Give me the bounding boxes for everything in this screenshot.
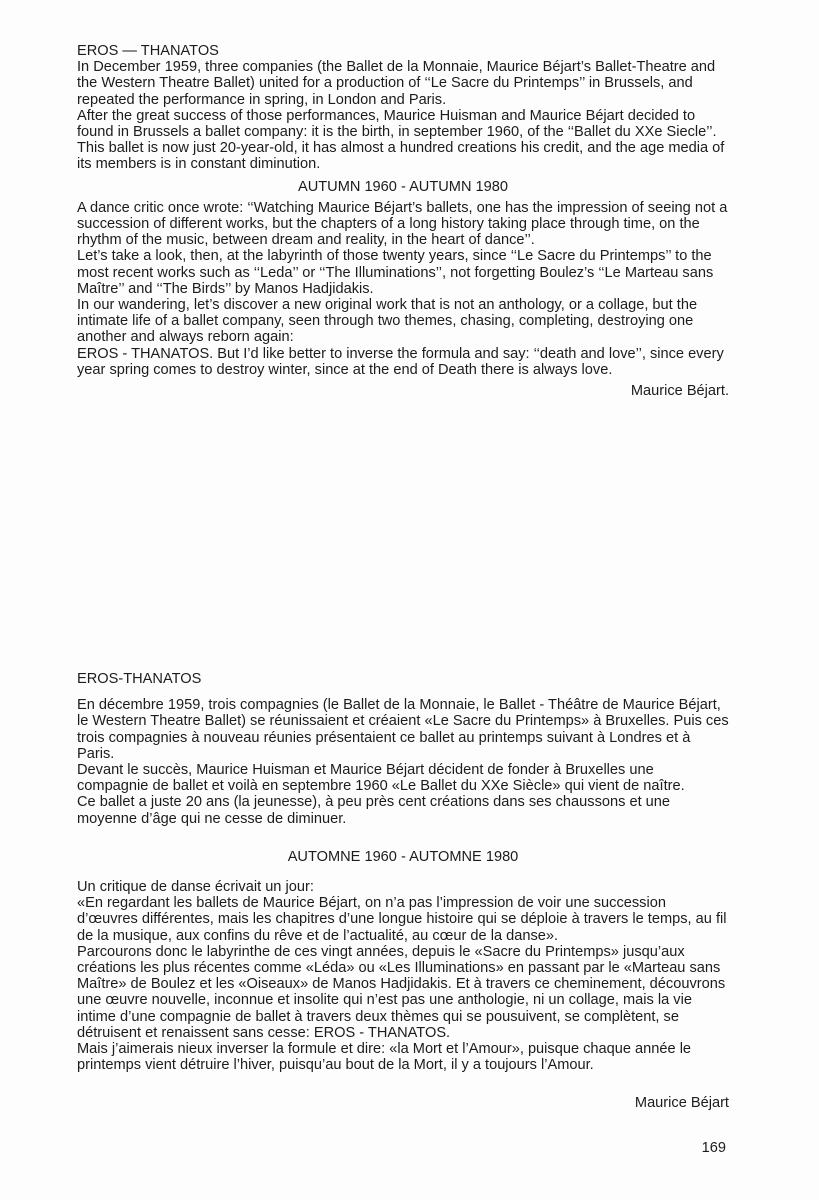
english-intro-paragraph: This ballet is now just 20-year-old, it has almost a hundred creations his credit, and the age media of its members is in constant diminution.	[77, 140, 725, 173]
english-body-paragraph: A dance critic once wrote: ‘‘Watching Maurice Béjart’s ballets, one has the impression of seeing not a succession of different works, but the chapters of a long history taking place through time, on the rhythm of the music, between dream and reality, in the heart of dance’’.	[77, 199, 728, 249]
french-intro-paragraph: Devant le succès, Maurice Huisman et Maurice Béjart décident de fonder à Bruxelles une compagnie de ballet et voilà en septembre 1960 «Le Ballet du XXe Siècle» qui vient de naître.	[77, 762, 685, 795]
english-intro-paragraph: In December 1959, three companies (the Ballet de la Monnaie, Maurice Béjart’s Ballet-Theatre and the Western Theatre Ballet) united for a production of ‘‘Le Sacre du Printemps’’ in Brussels, and repeated the performance in spring, in London and Paris.	[77, 59, 716, 108]
french-body-paragraph: Parcourons donc le labyrinthe de ces vingt années, depuis le «Sacre du Printemps» jusqu’aux créations les plus récentes comme «Léda» ou «Les Illuminations» en passant par le «Marteau sans Maître» de Boulez et les «Oiseaux» de Manos Hadjidakis. Et à travers ce cheminement, découvrons une œuvre nouvelle, inconnue et insolite qui n’est pas une anthologie, ni un collage, mais la vie intime d’une compagnie de ballet à travers deux thèmes qui se pousuivent, se complètent, se détruisent et renaissent sans cesse: EROS - THANATOS.	[77, 943, 726, 1041]
english-title: EROS — THANATOS	[77, 43, 219, 59]
french-title: EROS-THANATOS	[77, 671, 202, 687]
french-signature: Maurice Béjart	[634, 1095, 729, 1112]
page-number: 169	[701, 1140, 726, 1156]
french-body-paragraph: Mais j’aimerais nieux inverser la formule et dire: «la Mort et l’Amour», puisque chaque année le printemps vient détruire l’hiver, puisqu’au bout de la Mort, il y a toujours l’Amour.	[77, 1041, 692, 1074]
english-body-paragraph: In our wandering, let’s discover a new original work that is not an anthology, or a collage, but the intimate life of a ballet company, seen through two themes, chasing, completing, destroying one another and always reborn again:	[77, 297, 698, 346]
french-intro-paragraph: Ce ballet a juste 20 ans (la jeunesse), à peu près cent créations dans ses chaussons et une moyenne d’âge qui ne cesse de diminuer.	[77, 794, 671, 827]
english-body-paragraph: EROS - THANATOS. But I’d like better to inverse the formula and say: ‘‘death and love’’, since every year spring comes to destroy winter, since at the end of Death there is always love.	[77, 345, 724, 378]
french-intro-paragraph: En décembre 1959, trois compagnies (le Ballet de la Monnaie, le Ballet - Théâtre de Maurice Béjart, le Western Theatre Ballet) se réunissaient et créaient «Le Sacre du Printemps» à Bruxelles. Puis ces trois compagnies à nouveau réunies présentaient ce ballet au printemps suivant à Londres et à Paris.	[77, 697, 729, 762]
english-body-paragraph: Let’s take a look, then, at the labyrinth of those twenty years, since ‘‘Le Sacre du Printemps’’ to the most recent works such as ‘‘Leda’’ or ‘‘The Illuminations’’, not forgetting Boulez’s ‘‘Le Marteau sans Maître’’ and ‘‘The Birds’’ by Manos Hadjidakis.	[77, 248, 714, 297]
english-subtitle: AUTUMN 1960 - AUTUMN 1980	[297, 178, 509, 195]
french-subtitle: AUTOMNE 1960 - AUTOMNE 1980	[287, 848, 519, 865]
french-body-paragraph: «En regardant les ballets de Maurice Béjart, on n’a pas l’impression de voir une succession d’œuvres différentes, mais les chapitres d’une longue histoire qui se déploie à travers le temps, au fil de la musique, aux confins du rêve et de l’actualité, au cœur de la danse».	[77, 895, 727, 944]
french-section	[77, 671, 729, 1112]
french-body-paragraph: Un critique de danse écrivait un jour:	[77, 879, 314, 896]
english-intro-paragraph: After the great success of those performances, Maurice Huisman and Maurice Béjart decided to found in Brussels a ballet company: it is the birth, in september 1960, of the ‘‘Ballet du XXe Siecle’’.	[77, 107, 717, 141]
english-section	[77, 43, 729, 399]
english-signature: Maurice Béjart.	[630, 383, 729, 400]
